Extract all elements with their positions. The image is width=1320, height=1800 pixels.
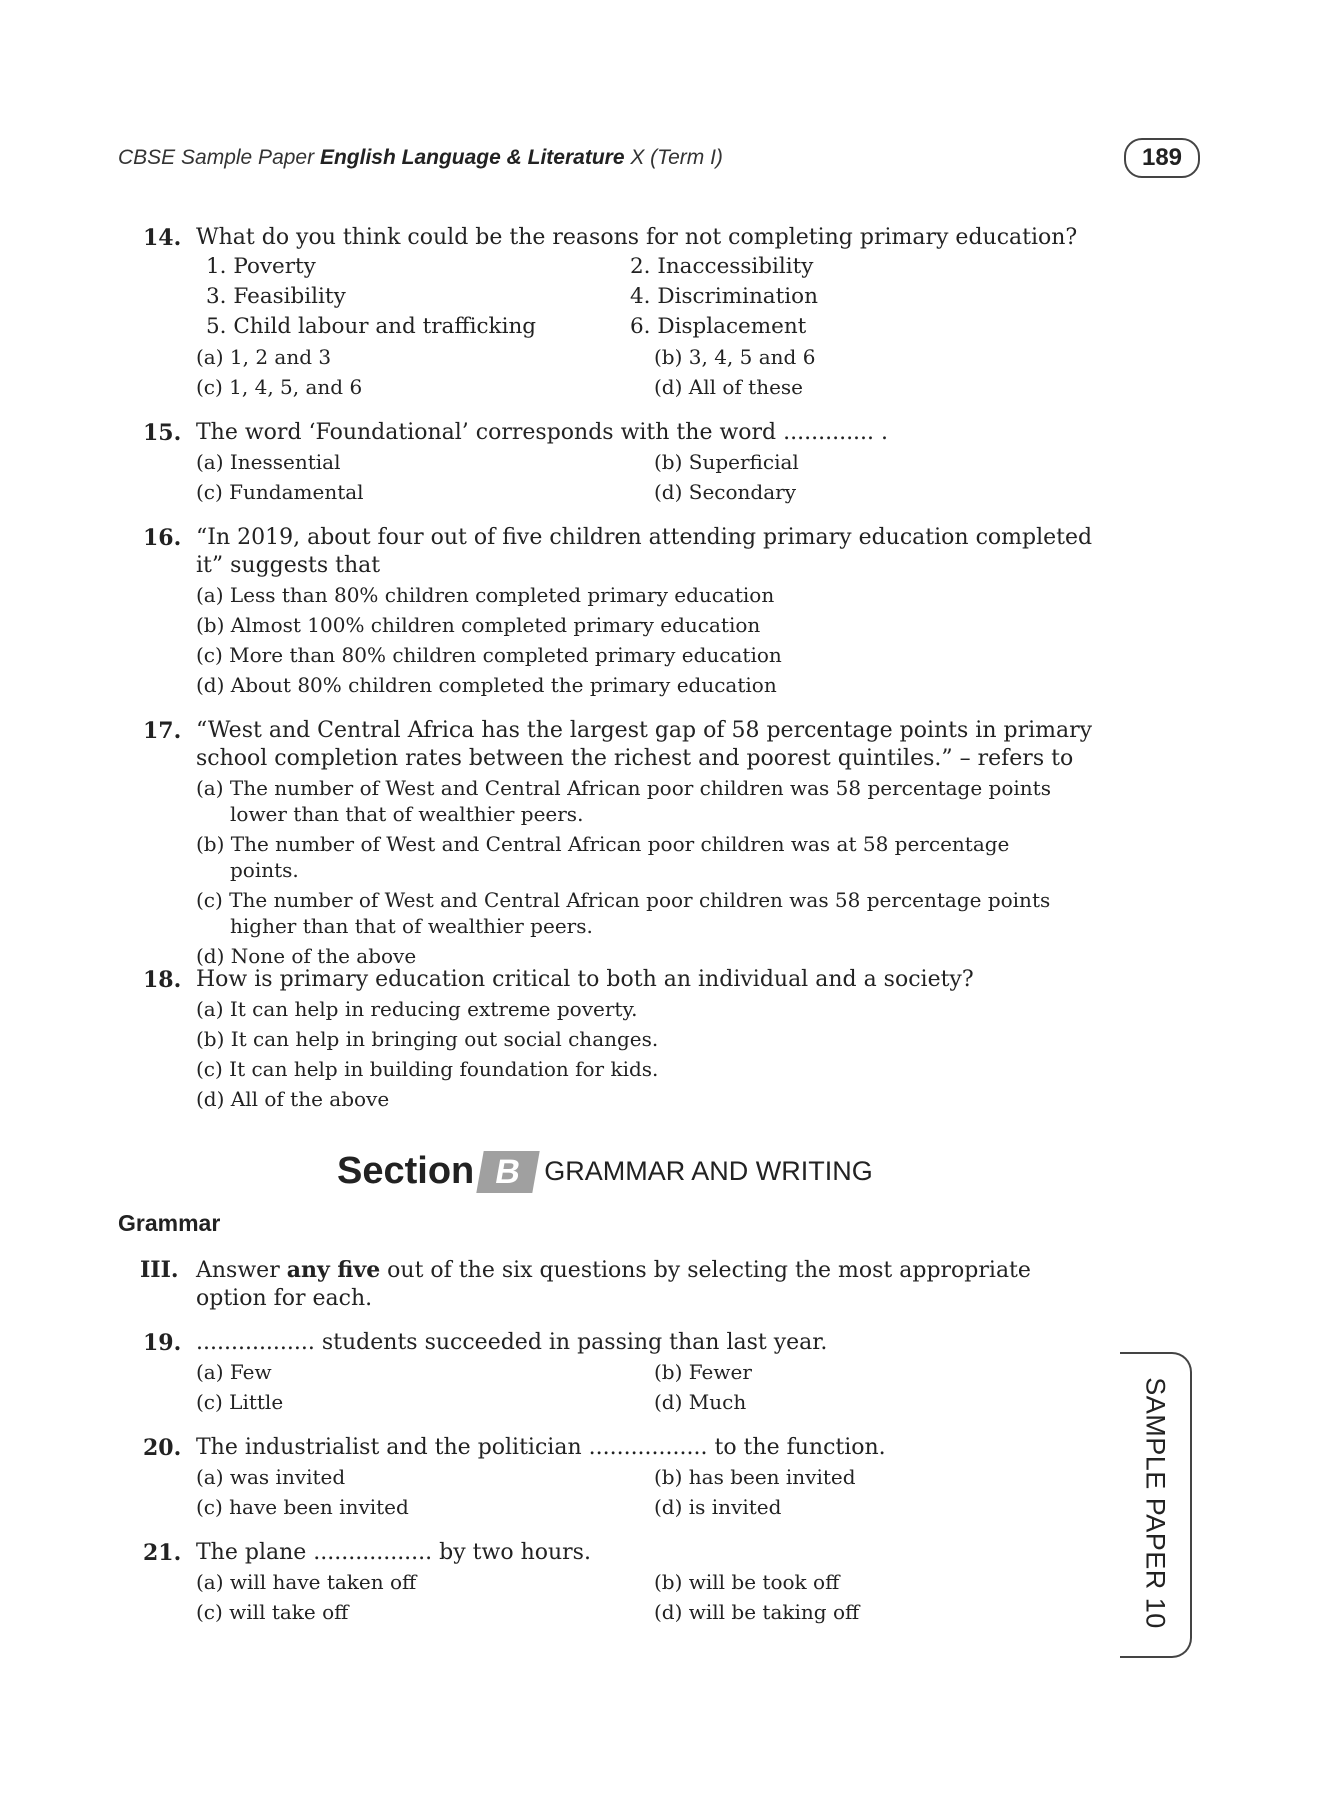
question-number: 18.	[143, 967, 182, 993]
question-text: “In 2019, about four out of five children attending primary education completed it” suggests that	[196, 525, 1093, 578]
header-subject: English Language & Literature	[319, 146, 625, 169]
option-d[interactable]: (d) will be taking off	[654, 1600, 860, 1624]
question-number: 15.	[143, 420, 182, 446]
instruction-text: Answer	[196, 1258, 287, 1283]
option-b[interactable]: (b) Superficial	[654, 450, 799, 474]
question-18	[143, 966, 1103, 1114]
option-a[interactable]: (a) The number of West and Central African poor children was 58 percentage points lower than that of wealthier peers.	[196, 776, 1051, 826]
option-a[interactable]: (a) 1, 2 and 3	[196, 345, 332, 369]
list-item: 4. Discrimination	[630, 284, 818, 309]
question-number: 16.	[143, 525, 182, 551]
answer-options	[196, 1462, 1103, 1522]
header-suffix: X (Term I)	[630, 146, 723, 169]
option-b[interactable]: (b) 3, 4, 5 and 6	[654, 345, 816, 369]
answer-options	[196, 447, 1103, 507]
side-tab-label: SAMPLE PAPER 10	[1140, 1377, 1171, 1629]
option-b[interactable]: (b) Almost 100% children completed primary education	[196, 613, 761, 637]
instruction-III	[140, 1256, 1100, 1313]
question-number: 21.	[143, 1540, 182, 1566]
option-a[interactable]: (a) Few	[196, 1360, 272, 1384]
option-b[interactable]: (b) will be took off	[654, 1570, 840, 1594]
answer-options	[196, 342, 1103, 402]
question-17	[143, 717, 1103, 973]
question-number: 20.	[143, 1435, 182, 1461]
running-header	[118, 146, 723, 170]
option-d[interactable]: (d) Much	[654, 1390, 747, 1414]
question-text: ................. students succeeded in passing than last year.	[196, 1330, 828, 1355]
question-number: III.	[140, 1257, 179, 1283]
option-d[interactable]: (d) All of the above	[196, 1087, 390, 1111]
list-item: 3. Feasibility	[206, 284, 346, 309]
header-prefix: CBSE Sample Paper	[118, 146, 315, 169]
option-d[interactable]: (d) Secondary	[654, 480, 797, 504]
option-d[interactable]: (d) None of the above	[196, 944, 417, 968]
option-a[interactable]: (a) will have taken off	[196, 1570, 417, 1594]
question-text: “West and Central Africa has the largest gap of 58 percentage points in primary school completion rates between the richest and poorest quintiles.” – refers to	[196, 718, 1093, 771]
question-text	[196, 1256, 1100, 1313]
option-d[interactable]: (d) About 80% children completed the primary education	[196, 673, 777, 697]
instruction-text: out of the six questions by selecting the most appropriate option for each.	[196, 1258, 1031, 1311]
reason-list	[206, 252, 1103, 342]
question-14	[143, 224, 1103, 402]
instruction-emphasis: any five	[286, 1257, 381, 1283]
option-c[interactable]: (c) The number of West and Central African poor children was 58 percentage points higher than that of wealthier peers.	[196, 888, 1051, 938]
answer-options	[196, 1357, 1103, 1417]
list-item: 5. Child labour and trafficking	[206, 314, 537, 339]
question-19	[143, 1329, 1103, 1417]
option-c[interactable]: (c) have been invited	[196, 1495, 409, 1519]
option-c[interactable]: (c) It can help in building foundation for kids.	[196, 1057, 659, 1081]
option-a[interactable]: (a) Inessential	[196, 450, 341, 474]
section-word: Section	[337, 1150, 475, 1192]
question-number: 14.	[143, 225, 182, 251]
grammar-heading: Grammar	[118, 1210, 221, 1236]
option-a[interactable]: (a) It can help in reducing extreme poverty.	[196, 997, 638, 1021]
question-number: 17.	[143, 718, 182, 744]
list-item: 2. Inaccessibility	[630, 254, 814, 279]
question-16	[143, 524, 1103, 700]
answer-options	[196, 1567, 1103, 1627]
option-c[interactable]: (c) More than 80% children completed primary education	[196, 643, 782, 667]
question-20	[143, 1434, 1103, 1522]
option-b[interactable]: (b) It can help in bringing out social changes.	[196, 1027, 659, 1051]
question-text: How is primary education critical to both an individual and a society?	[196, 967, 974, 992]
option-a[interactable]: (a) was invited	[196, 1465, 346, 1489]
answer-options	[196, 580, 1103, 700]
answer-options	[196, 775, 1076, 969]
option-c[interactable]: (c) will take off	[196, 1600, 349, 1624]
option-b[interactable]: (b) Fewer	[654, 1360, 752, 1384]
question-15	[143, 419, 1103, 507]
answer-options	[196, 994, 1103, 1114]
option-b[interactable]: (b) The number of West and Central African poor children was at 58 percentage points.	[196, 832, 1010, 882]
option-a[interactable]: (a) Less than 80% children completed primary education	[196, 583, 775, 607]
section-letter-badge: B	[477, 1151, 540, 1193]
question-21	[143, 1539, 1103, 1627]
question-text: What do you think could be the reasons for not completing primary education?	[196, 225, 1078, 250]
option-d[interactable]: (d) is invited	[654, 1495, 782, 1519]
question-text: The word ‘Foundational’ corresponds with the word ............. .	[196, 420, 889, 445]
section-title: GRAMMAR AND WRITING	[544, 1156, 873, 1186]
option-c[interactable]: (c) Fundamental	[196, 480, 364, 504]
option-b[interactable]: (b) has been invited	[654, 1465, 856, 1489]
option-c[interactable]: (c) 1, 4, 5, and 6	[196, 375, 363, 399]
section-heading	[337, 1150, 873, 1193]
question-number: 19.	[143, 1330, 182, 1356]
option-d[interactable]: (d) All of these	[654, 375, 804, 399]
page-number: 189	[1124, 138, 1200, 178]
list-item: 1. Poverty	[206, 254, 316, 279]
option-c[interactable]: (c) Little	[196, 1390, 284, 1414]
list-item: 6. Displacement	[630, 314, 807, 339]
question-text: The plane ................. by two hours.	[196, 1540, 591, 1565]
question-text: The industrialist and the politician ................. to the function.	[196, 1435, 886, 1460]
